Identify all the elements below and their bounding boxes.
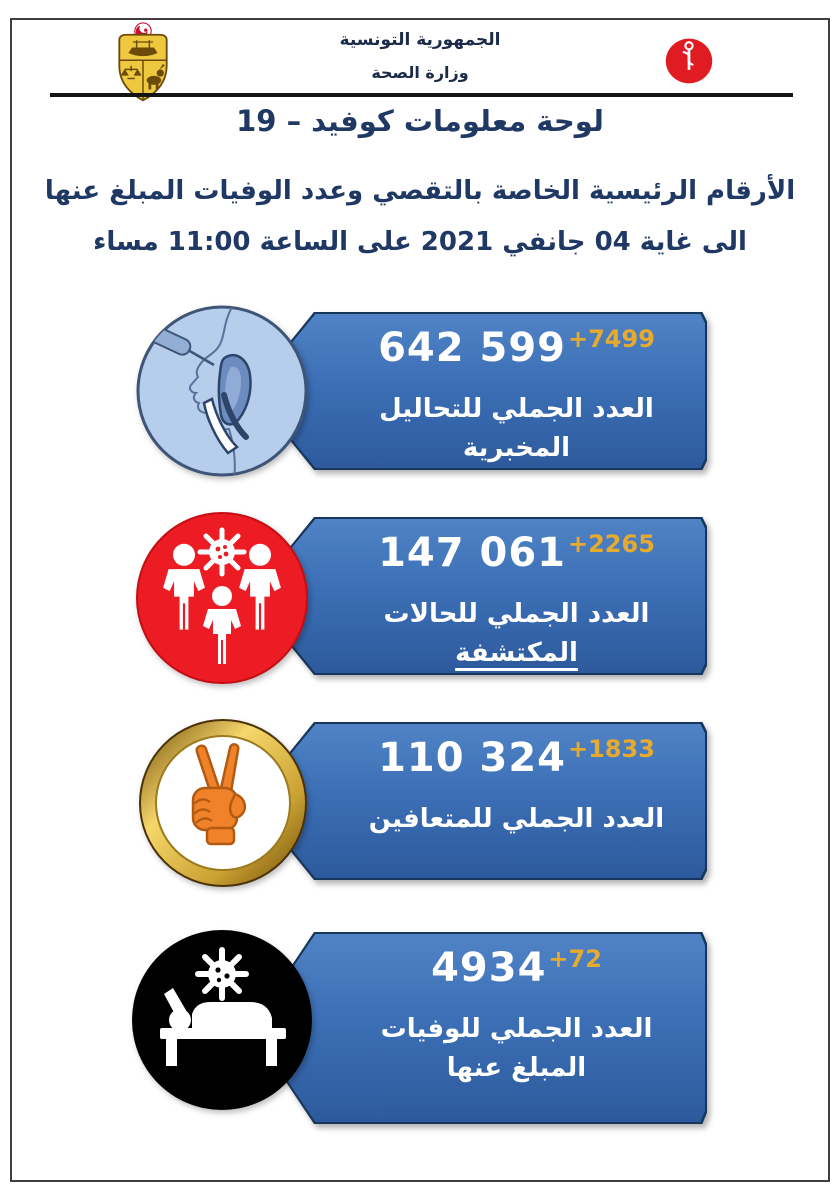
stat-value: 110 324 [378, 735, 566, 781]
subtitle-line1: الأرقام الرئيسية الخاصة بالتقصي وعدد الوفيات المبلغ عنها [44, 176, 796, 206]
stat-line [431, 946, 602, 990]
stat-label: العدد الجملي للمتعافين [368, 804, 665, 834]
stat-line [378, 531, 655, 575]
stat-value: 642 599 [378, 325, 566, 371]
stat-label [347, 595, 687, 673]
stat-delta: +2265 [568, 530, 655, 558]
patient-bed-virus-icon [130, 928, 314, 1112]
stat-banner-lab-tests [250, 312, 707, 470]
virus-glyph [200, 530, 244, 574]
page-title: لوحة معلومات كوفيد – 19 [236, 104, 604, 138]
virus-glyph [198, 950, 246, 998]
nasal-swab-icon [134, 303, 310, 479]
stat-label: العدد الجملي للتحاليل المخبرية [379, 394, 654, 463]
header-republic: الجمهورية التونسية [339, 30, 501, 50]
stat-value: 4934 [431, 945, 547, 991]
stat-label-underlined: المكتشفة [455, 638, 578, 668]
stat-label-prefix: العدد الجملي للحالات [383, 599, 650, 629]
stat-banner-reported-deaths [250, 932, 707, 1124]
stat-banner-detected-cases [250, 517, 707, 675]
subtitle-line2: الى غاية 04 جانفي 2021 على الساعة 11:00 مساء [93, 227, 747, 257]
stat-delta: +72 [548, 945, 602, 973]
header-ministry: وزارة الصحة [371, 63, 469, 82]
stat-delta: +7499 [568, 325, 655, 353]
stat-line [378, 326, 655, 370]
people-virus-icon [134, 510, 310, 686]
victory-hand-icon [138, 718, 308, 888]
stat-label: العدد الجملي للوفيات المبلغ عنها [380, 1014, 653, 1083]
stat-value: 147 061 [378, 530, 566, 576]
header-divider [50, 93, 793, 97]
stat-delta: +1833 [568, 735, 655, 763]
stat-line [378, 736, 655, 780]
stat-banner-recovered [250, 722, 707, 880]
ministry-health-logo-icon [662, 36, 716, 86]
